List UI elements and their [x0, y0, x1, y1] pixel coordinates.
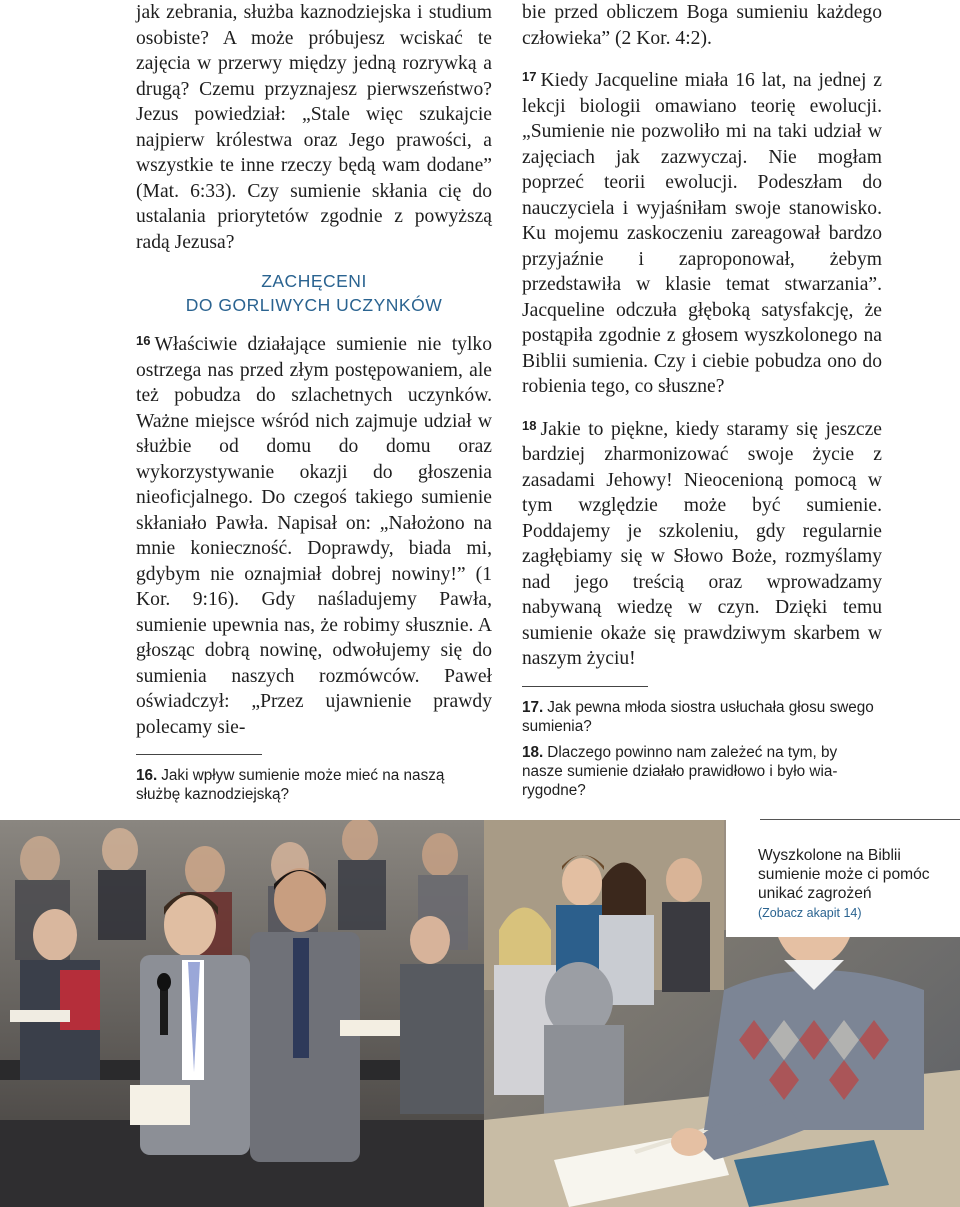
study-question-17	[522, 698, 882, 736]
paragraph-number-17: 17	[522, 69, 537, 84]
study-question-18	[522, 743, 882, 800]
section-heading-line-2: DO GORLIWYCH UCZYNKÓW	[185, 295, 443, 315]
question-16-text: Jaki wpływ sumienie może mieć na naszą służbę kaznodziejską?	[136, 767, 445, 803]
caption-reference: (Zobacz akapit 14)	[758, 906, 862, 920]
caption-text: Wyszkolone na Biblii sumienie może ci pomóc unikać zagrożeń	[758, 847, 930, 902]
paragraph-15-continued: jak zebrania, służba kaznodziejska i studium osobiste? A może próbujesz wciskać te zajęcia w przerwy między jedną rozrywką a drugą? Czemu przyznajesz pierwszeństwo? Jezus powiedział: „Stale więc szukajcie najpierw królestwa oraz Jego prawości, a wszystkie te inne rzeczy będą wam dodane” (Mat. 6:33). Czy sumienie skłania cię do ustalania priorytetów zgodnie z powyższą radą Jezusa?	[136, 2, 492, 253]
paragraph-number-18: 18	[522, 417, 537, 433]
paragraph-16-text: Właściwie działające sumienie nie tylko ostrzega nas przed złym postępowaniem, ale też pobudza do szlachetnych uczynków. Ważne miejsce wśród nich zajmuje udział w służbie od domu do domu oraz wykorzystywanie okazji do głoszenia nieoficjalnego. Do czegoś takiego sumienie skłaniało Pawła. Napisał on: „Nałożono na mnie konieczność. Doprawdy, biada mi, gdybym nie oznajmiał dobrej nowiny!” (1 Kor. 9:16). Gdy naśladujemy Pawła, sumienie upewnia nas, że robimy słusznie. A głosząc dobrą nowinę, odwołujemy się do sumienia naszych rozmówców. Paweł oświadczył: „Przez ujawnienie prawdy polecamy sie-	[136, 334, 492, 738]
questions-divider-right	[522, 686, 648, 687]
meeting-illustration	[0, 820, 484, 1207]
question-number-18: 18.	[522, 743, 544, 761]
paragraph-17-text: Kiedy Jacqueline miała 16 lat, na jednej z lekcji biologii omawiano teorię ewolucji. „Sumienie nie pozwoliło mi na taki udział w zajęciach jak zazwyczaj. Nie mogłam poprzeć teorii ewolucji. Podeszłam do nauczyciela i wyjaśniłam swoje stanowisko. Ku mojemu zaskoczeniu zareagował bardzo przyjaźnie i zaproponował, żebym przedstawiła w klasie temat stwarzania”. Jacqueline odczuła głęboką satysfakcję, że postąpiła zgodnie z głosem wyszkolonego na Biblii sumienia. Czy i ciebie pobudza ono do robienia tego, co słuszne?	[522, 70, 882, 397]
paragraph-16-continued: bie przed obliczem Boga sumieniu każdego człowieka” (2 Kor. 4:2).	[522, 2, 882, 49]
paragraph-number-16: 16	[136, 333, 151, 348]
left-column	[136, 0, 492, 811]
section-heading-line-1: ZACHĘCENI	[261, 271, 367, 291]
question-number-17: 17.	[522, 698, 544, 716]
paragraph-18-text: Jakie to piękne, kiedy staramy się jeszcze bardziej zharmonizować swoje życie z zasadami Jehowy! Nieocenioną pomocą w tym względzie może być sumienie. Poddajemy je szkoleniu, gdy regularnie zagłębiamy się w Słowo Boże, rozmyślamy nad jego treścią oraz wprowadzamy nabywaną wiedzę w czyn. Dzięki temu sumienie okaże się prawdziwym skarbem w naszym życiu!	[522, 418, 882, 669]
photo-caption	[758, 846, 958, 923]
meeting-photo	[0, 820, 484, 1207]
questions-divider	[136, 754, 262, 755]
paragraph-16	[136, 328, 492, 740]
paragraph-18	[522, 413, 882, 672]
paragraph-17	[522, 64, 882, 400]
question-17-text: Jak pewna młoda siostra usłuchała głosu swego sumienia?	[522, 698, 874, 735]
question-number-16: 16.	[136, 767, 158, 784]
right-column	[522, 0, 882, 807]
study-question-16	[136, 766, 492, 804]
question-18-text: Dlaczego powinno nam zależeć na tym, by nasze sumienie działało prawidłowo i było wiarygodne?	[522, 743, 838, 799]
section-heading	[136, 269, 492, 317]
caption-rule	[760, 819, 960, 820]
